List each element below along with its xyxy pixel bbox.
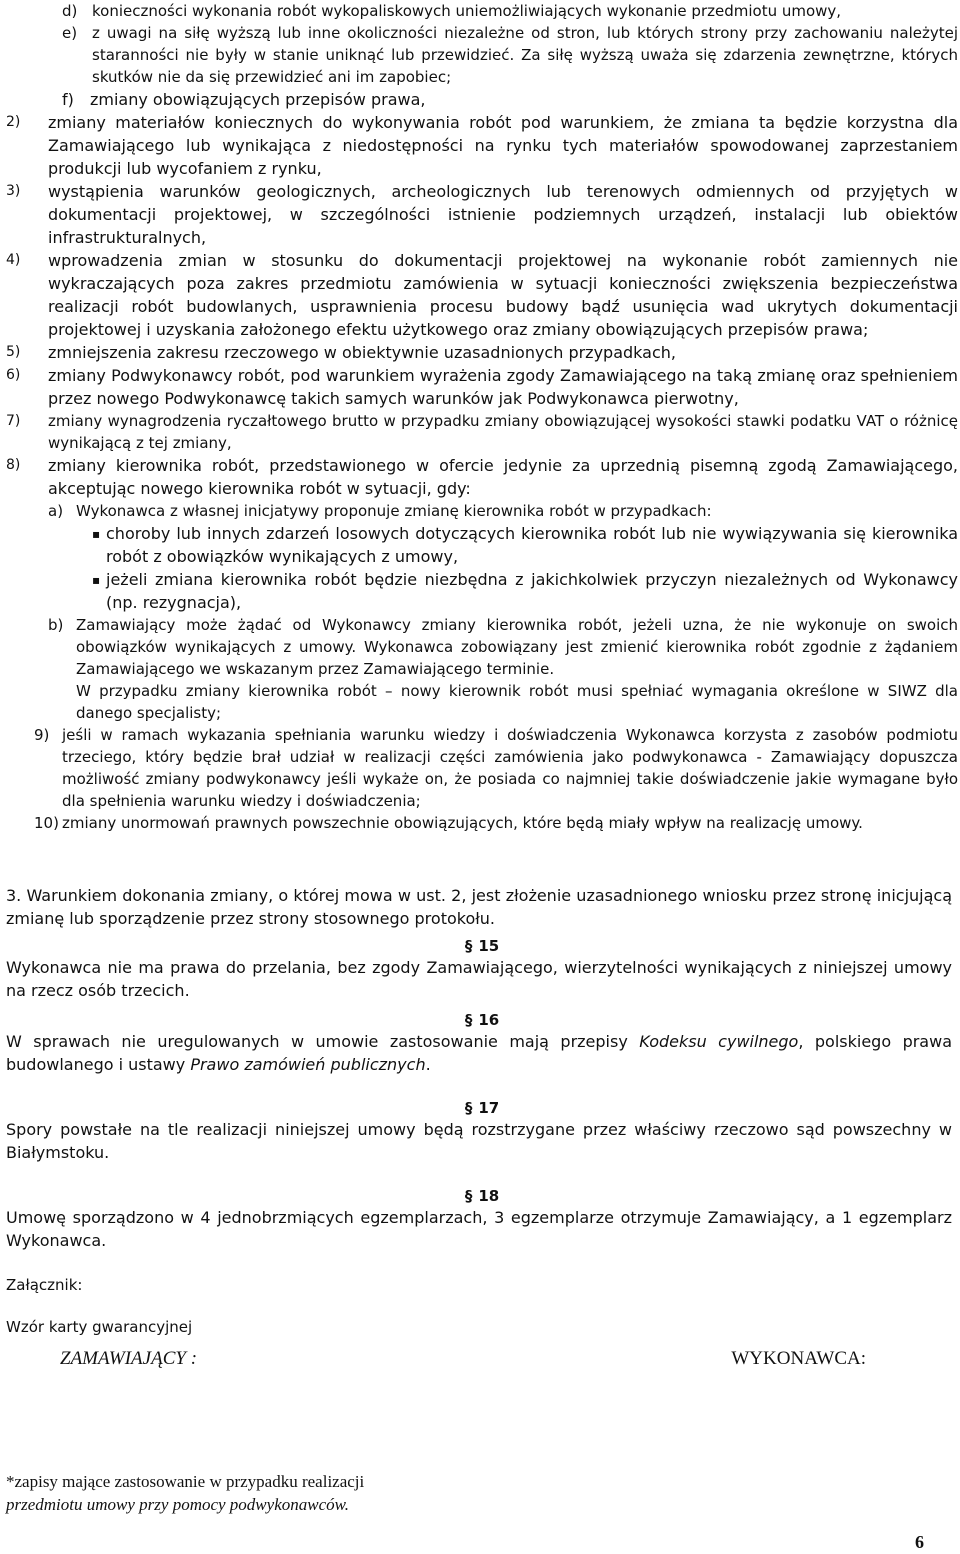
list-item-text: wystąpienia warunków geologicznych, archeologicznych lub terenowych odmiennych od przyjętych w dokumentacji projektowej, w szczególności istnienie podziemnych urządzeń, instalacji lub obiektów infrastrukturalnych,: [48, 182, 958, 247]
bullet-item: [0, 522, 958, 568]
list-marker: 10): [34, 814, 59, 832]
list-marker: 2): [6, 114, 21, 130]
list-item: [0, 249, 958, 341]
list-item: [0, 22, 958, 88]
italic-term: Kodeksu cywilnego: [639, 1032, 799, 1051]
signature-row: [0, 1348, 960, 1378]
square-bullet-icon: ▪: [92, 527, 101, 541]
square-bullet-icon: ▪: [92, 573, 101, 587]
list-item: [0, 88, 958, 111]
list-item: [0, 341, 958, 364]
text-run: , polskiego prawa budowlanego i ustawy: [6, 1032, 952, 1074]
section-heading: [0, 1098, 958, 1118]
list-marker: 8): [6, 457, 21, 473]
footnote-line: *zapisy mające zastosowanie w przypadku realizacji: [6, 1472, 365, 1491]
section-number: 15: [478, 937, 500, 955]
section-heading: [0, 1010, 958, 1030]
section-sign: §: [464, 1011, 473, 1029]
list-item-text: zmiany Podwykonawcy robót, pod warunkiem wyrażenia zgody Zamawiającego na taką zmianę oraz spełnieniem przez nowego Podwykonawcę takich samych warunków jak Podwykonawca pierwotny,: [48, 366, 958, 408]
list-item: [0, 364, 958, 410]
section-18-text: Umowę sporządzono w 4 jednobrzmiących egzemplarzach, 3 egzemplarze otrzymuje Zamawiający, a 1 egzemplarz Wykonawca.: [6, 1208, 952, 1250]
list-item-text: Wykonawca z własnej inicjatywy proponuje zmianę kierownika robót w przypadkach:: [76, 502, 712, 520]
list-item-extra: W przypadku zmiany kierownika robót – nowy kierownik robót musi spełniać wymagania określone w SIWZ dla danego specjalisty;: [76, 682, 958, 722]
list-item: [0, 614, 958, 724]
section-number: 17: [478, 1099, 500, 1117]
list-item: [0, 812, 958, 834]
list-marker: 5): [6, 344, 21, 360]
list-item: [0, 180, 958, 249]
section-16-text: [0, 1030, 958, 1076]
list-item-text: Zamawiający może żądać od Wykonawcy zmiany kierownika robót, jeżeli uzna, że nie wykonuje on swoich obowiązków wynikających z umowy. Wykonawca zobowiązany jest zmienić kierownika robót zgodnie z żądaniem Zamawiającego we wskazanym przez Zamawiającego terminie.: [76, 616, 958, 678]
section-sign: §: [464, 937, 473, 955]
italic-term: Prawo zamówień publicznych: [190, 1055, 426, 1074]
footnote-line: przedmiotu umowy przy pomocy podwykonawców.: [6, 1495, 349, 1514]
list-marker: e): [62, 24, 78, 42]
section-number: 18: [478, 1187, 500, 1205]
footnote: [6, 1470, 526, 1516]
list-marker: b): [48, 616, 64, 634]
list-item: [0, 410, 958, 454]
signature-label-zamawiajacy: ZAMAWIAJĄCY :: [60, 1348, 198, 1369]
signature-label-wykonawca: WYKONAWCA:: [731, 1348, 866, 1369]
section-heading: [0, 1186, 958, 1206]
list-marker: a): [48, 502, 64, 520]
list-marker: 7): [6, 413, 21, 429]
list-item-text: jeżeli zmiana kierownika robót będzie niezbędna z jakichkolwiek przyczyn niezależnych od Wykonawcy (np. rezygnacja),: [106, 570, 958, 612]
list-item: [0, 454, 958, 500]
list-marker: d): [62, 2, 78, 20]
list-item: [0, 724, 958, 812]
attachment-item: Wzór karty gwarancyjnej: [6, 1318, 193, 1336]
list-item-text: zmiany wynagrodzenia ryczałtowego brutto w przypadku zmiany obowiązującej wysokości stawki podatku VAT o różnicę wynikającą z tej zmiany,: [48, 412, 958, 452]
text-run: .: [425, 1055, 431, 1074]
list-marker: 6): [6, 367, 21, 383]
text-run: W sprawach nie uregulowanych w umowie zastosowanie mają przepisy: [6, 1032, 640, 1051]
list-item: [0, 0, 958, 22]
list-marker: 3): [6, 183, 21, 199]
bullet-item: [0, 568, 958, 614]
list-item-text: konieczności wykonania robót wykopaliskowych uniemożliwiających wykonanie przedmiotu umowy,: [92, 2, 842, 20]
list-marker: f): [62, 90, 74, 109]
list-item-text: choroby lub innych zdarzeń losowych dotyczących kierownika robót lub nie wywiązywania się kierownika robót z obowiązków wynikających z umowy,: [106, 524, 958, 566]
paragraph-3: 3. Warunkiem dokonania zmiany, o której mowa w ust. 2, jest złożenie uzasadnionego wniosku przez stronę inicjującą zmianę lub sporządzenie przez strony stosownego protokołu.: [6, 886, 952, 928]
list-item: [0, 500, 958, 522]
section-sign: §: [464, 1187, 473, 1205]
clauses: [0, 884, 958, 1338]
list-item-text: zmiany unormowań prawnych powszechnie obowiązujących, które będą miały wpływ na realizację umowy.: [62, 814, 863, 832]
section-17-text: Spory powstałe na tle realizacji niniejszej umowy będą rozstrzygane przez właściwy rzeczowo sąd powszechny w Białymstoku.: [6, 1120, 952, 1162]
list-item-text: wprowadzenia zmian w stosunku do dokumentacji projektowej na wykonanie robót zamiennych nie wykraczających poza zakres przedmiotu zamówienia w sytuacji konieczności zwiększenia bezpieczeństwa realizacji robót budowlanych, usprawnienia procesu budowy bądź usunięcia wad ukrytych dokumentacji projektowej i uzyskania założonego efektu użytkowego oraz zmiany obowiązujących przepisów prawa;: [48, 251, 958, 339]
section-heading: [0, 936, 958, 956]
section-number: 16: [478, 1011, 500, 1029]
list-item-text: zmniejszenia zakresu rzeczowego w obiektywnie uzasadnionych przypadkach,: [48, 343, 676, 362]
section-sign: §: [464, 1099, 473, 1117]
list-item-text: jeśli w ramach wykazania spełniania warunku wiedzy i doświadczenia Wykonawca korzysta z zasobów podmiotu trzeciego, który będzie brał udział w realizacji części zamówienia jako podwykonawca - Zamawiający dopuszcza możliwość zmiany podwykonawcy jeśli wykaże on, że posiada co najmniej takie doświadczenie jakie wymagane było dla spełnienia warunku wiedzy i doświadczenia;: [62, 726, 958, 810]
list-marker: 9): [34, 726, 50, 744]
list-item-text: z uwagi na siłę wyższą lub inne okoliczności niezależne od stron, lub których strony przy zachowaniu należytej staranności nie były w stanie uniknąć lub przewidzieć. Za siłę wyższą uważa się zdarzenia zewnętrzne, których skutków nie da się przewidzieć ani im zapobiec;: [92, 24, 958, 86]
attachment-label: Załącznik:: [6, 1276, 83, 1294]
list-marker: 4): [6, 252, 21, 268]
list-item-text: zmiany obowiązujących przepisów prawa,: [90, 90, 426, 109]
list-item-text: zmiany kierownika robót, przedstawionego w ofercie jedynie za uprzednią pisemną zgodą Zamawiającego, akceptując nowego kierownika robót w sytuacji, gdy:: [48, 456, 958, 498]
list-item: [0, 111, 958, 180]
list-item-text: zmiany materiałów koniecznych do wykonywania robót pod warunkiem, że zmiana ta będzie korzystna dla Zamawiającego lub wynikająca z niedostępności na rynku tych materiałów spowodowanej zaprzestaniem produkcji lub wycofaniem z rynku,: [48, 113, 958, 178]
section-15-text: Wykonawca nie ma prawa do przelania, bez zgody Zamawiającego, wierzytelności wynikających z niniejszej umowy na rzecz osób trzecich.: [6, 958, 952, 1000]
page-number: 6: [915, 1532, 924, 1552]
